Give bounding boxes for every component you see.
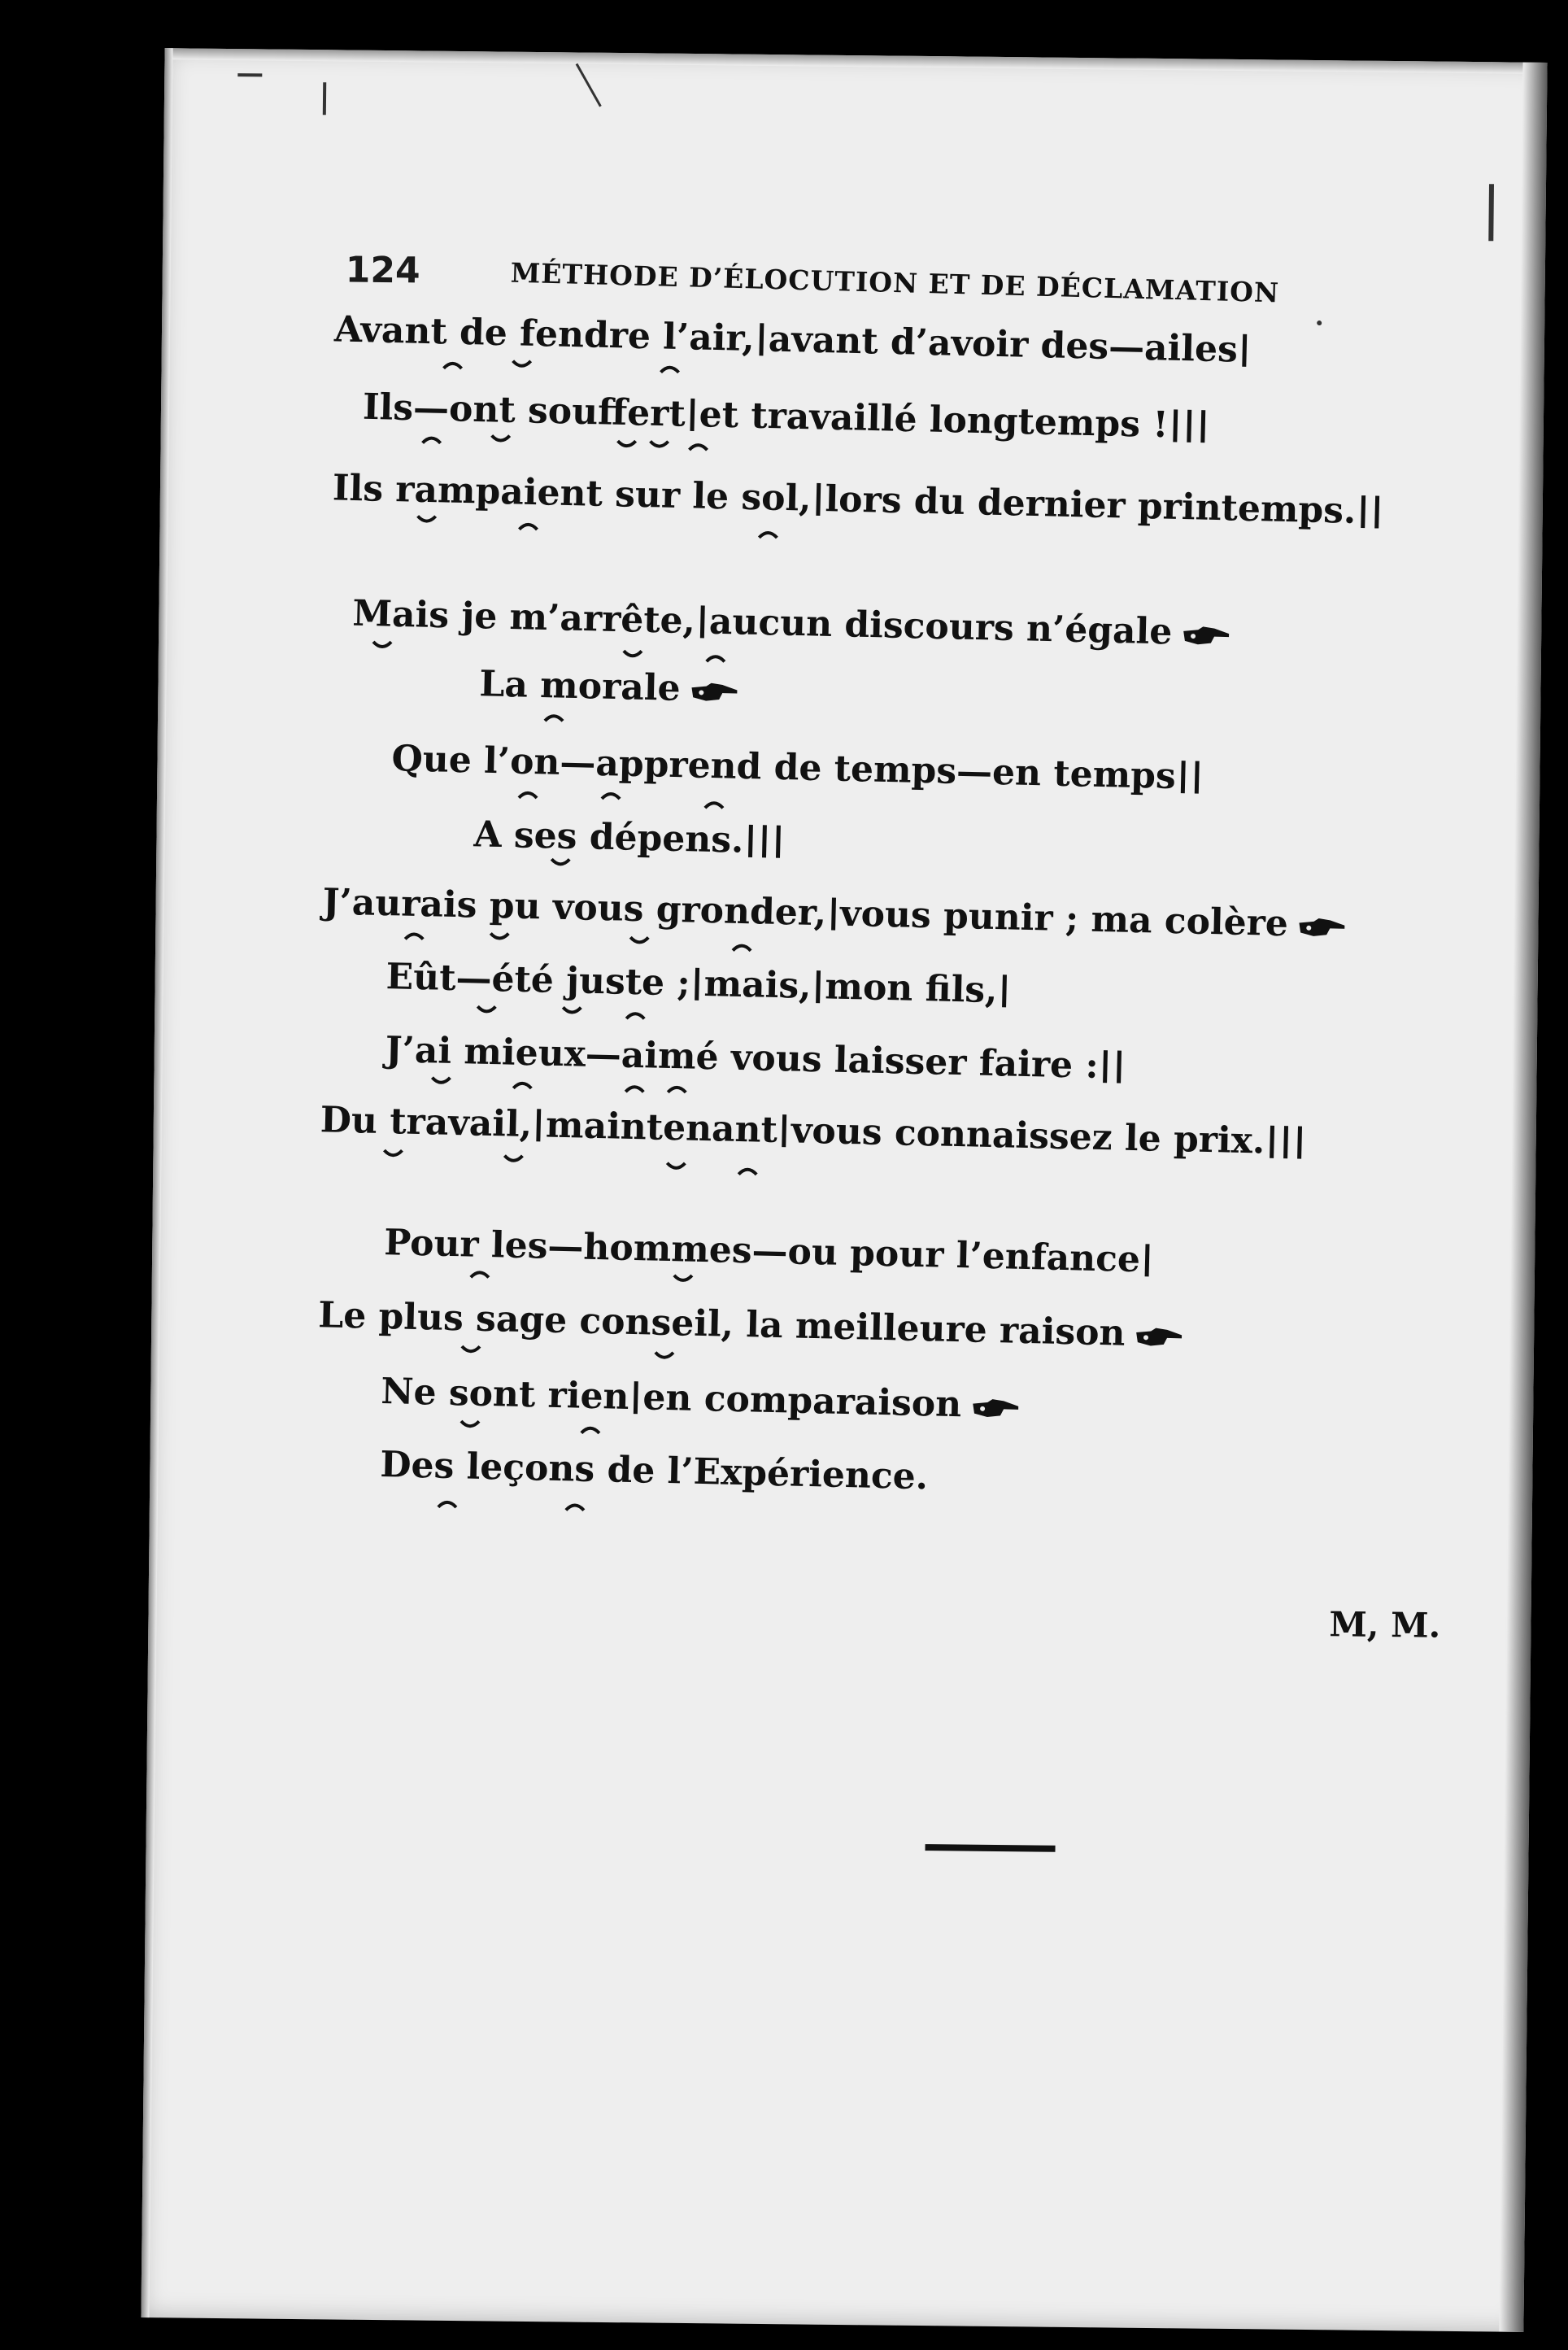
liaison-mark [403, 929, 425, 940]
verse-segment: Pour les—hommes—ou pour l’enfance [383, 1222, 1141, 1281]
pause-bar [759, 323, 764, 355]
verse-line [352, 593, 1231, 657]
pause-bar [816, 970, 821, 1003]
pause-bar [1297, 1127, 1302, 1159]
liaison-mark [649, 439, 670, 451]
liaison-mark [757, 528, 778, 539]
verse-line [391, 738, 1204, 798]
verse-segment: J’ai mieux—aimé vous laisser faire : [385, 1029, 1100, 1087]
liaison-mark [517, 788, 538, 800]
verse-segment: Avant de fendre l’air, [333, 308, 756, 360]
liaison-mark [517, 520, 538, 531]
liaison-mark [382, 1149, 403, 1160]
pause-bar [699, 605, 704, 638]
verse-line [384, 1222, 1155, 1280]
liaison-mark [442, 359, 464, 370]
verse-line [385, 1029, 1126, 1088]
liaison-mark [666, 1083, 687, 1094]
liaison-mark [731, 941, 752, 953]
verse-segment: en comparaison [642, 1376, 962, 1426]
verse-line [333, 308, 1252, 371]
verse-line [322, 881, 1347, 949]
liaison-mark [624, 1082, 645, 1093]
page-number: 124 [345, 249, 420, 292]
liaison-mark [600, 789, 621, 800]
liaison-mark [503, 1154, 524, 1166]
verse-segment: Mais je m’arrête, [351, 592, 696, 643]
verse-segment: Ne sont rien [380, 1371, 630, 1418]
pause-bar [1173, 409, 1178, 442]
verse-segment: vous punir ; ma colère [839, 892, 1289, 945]
pause-bar [695, 968, 699, 1001]
liaison-mark [490, 434, 512, 445]
verse-segment: aucun discours n’égale [708, 600, 1173, 653]
verse-line [332, 467, 1383, 532]
pause-bar [1187, 410, 1191, 443]
pause-bar [1117, 1051, 1122, 1083]
pause-bar [1200, 410, 1205, 443]
liaison-mark [460, 1419, 481, 1431]
scan-speck [323, 82, 326, 115]
pause-bar [1374, 495, 1379, 528]
pointing-hand-icon [1297, 906, 1347, 948]
verse-segment: mais, [703, 962, 812, 1007]
verse-line [380, 1444, 929, 1498]
verse-segment: Du travail, [320, 1099, 533, 1146]
liaison-mark [703, 798, 725, 809]
verse-segment: lors du dernier printemps. [824, 478, 1357, 532]
scan-speck [237, 73, 262, 76]
liaison-mark [687, 440, 708, 451]
liaison-mark [659, 363, 680, 374]
pause-bar [1103, 1050, 1108, 1083]
pause-bar [1002, 974, 1007, 1007]
liaison-mark [625, 1009, 646, 1020]
end-rule [926, 1844, 1056, 1852]
liaison-mark [437, 1498, 458, 1509]
liaison-mark [705, 652, 726, 663]
liaison-mark [476, 1005, 497, 1016]
pause-bar [690, 399, 695, 431]
liaison-mark [430, 1076, 451, 1088]
verse-segment: J’aurais pu vous gronder, [322, 881, 827, 935]
scan-speck [1488, 184, 1494, 241]
liaison-mark [580, 1424, 601, 1435]
scan-speck [1317, 320, 1322, 325]
verse-segment: La morale [478, 663, 682, 709]
liaison-mark [737, 1165, 758, 1176]
liaison-mark [616, 439, 638, 451]
pause-bar [782, 1114, 786, 1147]
verse-segment: Des leçons de l’Expérience. [379, 1444, 929, 1498]
liaison-mark [421, 434, 442, 445]
scan-speck [576, 63, 602, 107]
verse-line [320, 1099, 1306, 1162]
book-page [141, 48, 1547, 2332]
pointing-hand-icon [1182, 615, 1231, 657]
liaison-mark [673, 1274, 694, 1285]
pointing-hand-icon [971, 1388, 1021, 1430]
liaison-mark [654, 1351, 675, 1362]
liaison-mark [469, 1267, 490, 1279]
pause-bar [748, 825, 753, 857]
liaison-mark [564, 1500, 586, 1511]
liaison-mark [543, 711, 564, 722]
pause-bar [1270, 1126, 1274, 1158]
running-head: MÉTHODE D’ÉLOCUTION ET DE DÉCLAMATION [510, 256, 1280, 309]
liaison-mark [416, 514, 438, 525]
liaison-mark [622, 649, 643, 661]
verse-segment: maintenant [545, 1104, 778, 1151]
pause-bar [776, 826, 781, 858]
verse-segment: Eût—été juste ; [385, 956, 691, 1005]
pause-bar [831, 897, 836, 930]
verse-segment: et travaillé longtemps ! [699, 394, 1169, 447]
pause-bar [1194, 761, 1199, 794]
pause-bar [1180, 761, 1185, 793]
liaison-mark [489, 931, 510, 943]
pause-bar [1361, 495, 1365, 528]
pause-bar [1283, 1126, 1288, 1158]
verse-segment: A ses dépens. [473, 813, 744, 861]
liaison-mark [665, 1162, 686, 1173]
pointing-hand-icon [690, 671, 739, 713]
pause-bar [1145, 1244, 1150, 1276]
pause-bar [537, 1109, 542, 1141]
verse-line [385, 956, 1012, 1011]
verse-segment: avant d’avoir des—ailes [768, 318, 1239, 371]
pause-bar [762, 825, 767, 857]
verse-line [479, 663, 739, 713]
verse-segment: Ils—ont souffert [362, 386, 686, 435]
liaison-mark [512, 360, 533, 371]
liaison-mark [629, 935, 650, 947]
pause-bar [816, 483, 821, 516]
verse-line [318, 1294, 1184, 1358]
liaison-mark [512, 1079, 533, 1090]
verse-segment: Le plus sage conseil, la meilleure raison [317, 1294, 1126, 1354]
liaison-mark [550, 857, 571, 869]
verse-line [473, 813, 786, 862]
liaison-mark [561, 1005, 582, 1017]
verse-segment: Ils rampaient sur le sol, [332, 467, 812, 520]
pause-bar [1242, 334, 1247, 367]
pause-bar [634, 1381, 638, 1414]
liaison-mark [460, 1345, 481, 1356]
verse-segment: Que l’on—apprend de temps—en temps [390, 738, 1177, 798]
verse-segment: mon fils, [824, 966, 999, 1012]
verse-segment: vous connaissez le prix. [791, 1110, 1265, 1162]
liaison-mark [372, 640, 393, 652]
author-signature: M, M. [1329, 1604, 1441, 1646]
pointing-hand-icon [1135, 1316, 1184, 1358]
